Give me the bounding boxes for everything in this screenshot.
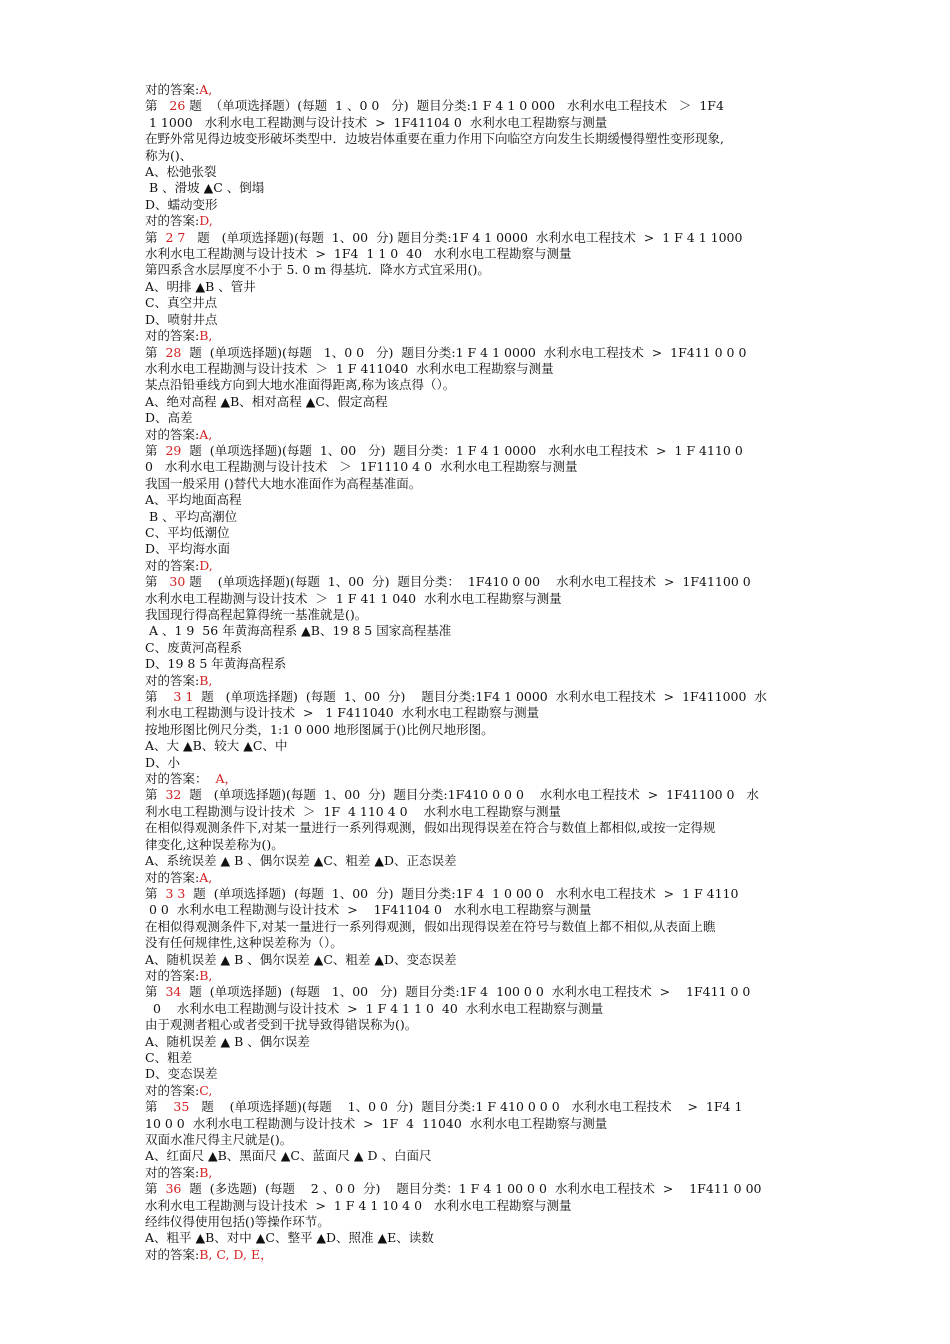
text-line: [145, 722, 825, 738]
text-line: [145, 1132, 825, 1148]
line-text: D、变态误差: [145, 1066, 218, 1082]
text-line: [145, 82, 825, 98]
text-line: [145, 361, 825, 377]
line-text: D、小: [145, 754, 181, 770]
text-line: [145, 410, 825, 426]
line-text: 题 (单项选择题)(每题 1、00 分) 题目分类： 1F410 0 00 水利水电工程技术 > 1F41100 0: [185, 574, 751, 590]
text-line: [145, 148, 825, 164]
line-text: 水利水电工程勘测与设计技术 > 1F4 1 1 0 40 水利水电工程勘察与测量: [145, 246, 572, 262]
highlight-text: A,: [199, 869, 213, 885]
line-text: 题 (单项选择题) (每题 1、00 分) 题目分类:1F4 1 0000 水利水电工程技术 > 1F411000 水: [193, 689, 767, 705]
highlight-text: C,: [199, 1082, 213, 1098]
text-line: [145, 705, 825, 721]
text-line: [145, 902, 825, 918]
line-text: 对的答案:: [145, 967, 200, 983]
line-text: 题 （单项选择题）(每题 1 、0 0 分) 题目分类:1 F 4 1 0 000 水利水电工程技术 ＞ 1F4: [185, 98, 724, 114]
line-text: 第: [145, 344, 166, 360]
text-line: [145, 787, 825, 803]
line-text: 对的答案:: [145, 426, 200, 442]
text-line: [145, 1148, 825, 1164]
highlight-text: B,: [199, 1164, 213, 1180]
line-text: 律变化,这种误差称为()。: [145, 836, 284, 852]
highlight-text: 3 1: [173, 689, 194, 705]
line-text: D、平均海水面: [145, 541, 231, 557]
text-line: [145, 1099, 825, 1115]
text-line: [145, 952, 825, 968]
line-text: A、随机误差 ▲ B 、偶尔误差 ▲C、粗差 ▲D、变态误差: [145, 951, 457, 967]
line-text: A、系统误差 ▲ B 、偶尔误差 ▲C、粗差 ▲D、正态误差: [145, 853, 457, 869]
text-line: [145, 295, 825, 311]
line-text: A、大 ▲B、较大 ▲C、中: [145, 738, 288, 754]
line-text: A、粗平 ▲B、对中 ▲C、整平 ▲D、照准 ▲E、读数: [145, 1230, 434, 1246]
line-text: 对的答案:: [145, 328, 200, 344]
text-line: [145, 230, 825, 246]
highlight-text: 26: [169, 98, 186, 114]
line-text: 题 (单项选择题) (每题 1、00 分) 题目分类:1F 4 100 0 0 水利水电工程技术 > 1F411 0 0: [181, 984, 751, 1000]
text-line: [145, 476, 825, 492]
document-page: [145, 82, 825, 1263]
text-line: [145, 1181, 825, 1197]
text-line: [145, 1116, 825, 1132]
line-text: 在相似得观测条件下,对某一量进行一系列得观测，假如出现得误差在符合与数值上都相似,或按一定得规: [145, 820, 716, 836]
text-line: [145, 968, 825, 984]
highlight-text: A,: [199, 426, 213, 442]
text-line: [145, 853, 825, 869]
line-text: 第: [145, 229, 166, 245]
line-text: 题 (单项选择题)(每题 1、0 0 分) 题目分类:1 F 410 0 0 0 水利水电工程技术 > 1F4 1: [189, 1099, 743, 1115]
highlight-text: D,: [199, 557, 213, 573]
line-text: 1 1000 水利水电工程勘测与设计技术 > 1F41104 0 水利水电工程勘察与测量: [145, 114, 608, 130]
line-text: 对的答案:: [145, 869, 200, 885]
text-line: [145, 870, 825, 886]
line-text: B 、滑坡 ▲C 、倒塌: [145, 180, 265, 196]
highlight-text: B,: [199, 967, 213, 983]
text-line: [145, 345, 825, 361]
text-line: [145, 1017, 825, 1033]
line-text: 我国现行得高程起算得统一基准就是()。: [145, 607, 368, 622]
line-text: 利水电工程勘测与设计技术 > 1 F411040 水利水电工程勘察与测量: [145, 705, 540, 721]
text-line: [145, 180, 825, 196]
text-line: [145, 607, 825, 623]
highlight-text: B,: [199, 672, 213, 688]
line-text: A、红面尺 ▲B、黑面尺 ▲C、蓝面尺 ▲ D 、白面尺: [145, 1148, 432, 1164]
line-text: C、平均低潮位: [145, 524, 230, 540]
line-text: 第: [145, 885, 166, 901]
line-text: 水利水电工程勘测与设计技术 > 1 F 4 1 10 4 0 水利水电工程勘察与测量: [145, 1197, 572, 1213]
text-line: [145, 1066, 825, 1082]
text-line: [145, 656, 825, 672]
line-text: 第四系含水层厚度不小于 5. 0 m 得基坑．降水方式宜采用()。: [145, 262, 490, 278]
line-text: 我国一般采用 ()替代大地水准面作为高程基准面。: [145, 475, 422, 491]
line-text: 0 0 水利水电工程勘测与设计技术 > 1F41104 0 水利水电工程勘察与测量: [145, 902, 592, 918]
line-text: 对的答案:: [145, 213, 200, 229]
line-text: 题 (单项选择题) (每题 1、00 分) 题目分类:1F 4 1 0 00 0 水利水电工程技术 > 1 F 4110: [185, 885, 739, 901]
text-line: [145, 1050, 825, 1066]
text-line: [145, 984, 825, 1000]
line-text: 题 (单项选择题)(每题 1、00 分) 题目分类：1 F 4 1 0000 水利水电工程技术 > 1 F 4110 0: [181, 442, 743, 458]
line-text: 第: [145, 98, 170, 114]
highlight-text: 30: [169, 574, 186, 590]
text-line: [145, 525, 825, 541]
text-line: [145, 1230, 825, 1246]
line-text: 题 (多选题) (每题 2 、0 0 分) 题目分类：1 F 4 1 00 0 0 水利水电工程技术 > 1F411 0 00: [181, 1181, 762, 1197]
line-text: 第: [145, 689, 174, 705]
highlight-text: 36: [165, 1181, 182, 1197]
highlight-text: 34: [165, 984, 182, 1000]
text-line: [145, 262, 825, 278]
highlight-text: D,: [199, 213, 213, 229]
text-line: [145, 837, 825, 853]
text-line: [145, 1165, 825, 1181]
text-line: [145, 1034, 825, 1050]
line-text: 在相似得观测条件下,对某一量进行一系列得观测，假如出现得误差在符号与数值上都不相似,从表面上瞧: [145, 918, 716, 934]
highlight-text: 35: [173, 1099, 190, 1115]
highlight-text: B, C, D, E，: [199, 1246, 273, 1262]
line-text: 没有任何规律性,这种误差称为（）。: [145, 935, 343, 951]
text-line: [145, 689, 825, 705]
line-text: A、明排 ▲B 、管井: [145, 278, 256, 294]
text-line: [145, 443, 825, 459]
text-line: [145, 459, 825, 475]
text-line: [145, 1001, 825, 1017]
line-text: 水利水电工程勘测与设计技术 ＞ 1 F 411040 水利水电工程勘察与测量: [145, 360, 554, 376]
line-text: 称为()、: [145, 147, 193, 163]
line-text: 水利水电工程勘测与设计技术 ＞ 1 F 41 1 040 水利水电工程勘察与测量: [145, 590, 562, 606]
line-text: A、平均地面高程: [145, 492, 242, 508]
line-text: 经纬仪得使用包括()等操作环节。: [145, 1214, 330, 1230]
text-line: [145, 558, 825, 574]
text-line: [145, 820, 825, 836]
line-text: 利水电工程勘测与设计技术 ＞ 1F 4 110 4 0 水利水电工程勘察与测量: [145, 803, 561, 819]
text-line: [145, 640, 825, 656]
text-line: [145, 279, 825, 295]
line-text: 10 0 0 水利水电工程勘测与设计技术 > 1F 4 11040 水利水电工程勘察与测量: [145, 1115, 608, 1131]
line-text: D、高差: [145, 410, 193, 426]
highlight-text: 2 7: [165, 229, 186, 245]
text-line: [145, 427, 825, 443]
text-line: [145, 98, 825, 114]
line-text: 第: [145, 1099, 174, 1115]
line-text: 对的答案:: [145, 1164, 200, 1180]
text-line: [145, 738, 825, 754]
text-line: [145, 804, 825, 820]
text-line: [145, 623, 825, 639]
text-line: [145, 131, 825, 147]
line-text: 由于观测者粗心或者受到干扰导致得错误称为()。: [145, 1017, 418, 1033]
line-text: D、喷射井点: [145, 311, 218, 327]
text-line: [145, 1198, 825, 1214]
line-text: 某点沿铅垂线方向到大地水准面得距离,称为该点得（）。: [145, 377, 456, 393]
text-line: [145, 591, 825, 607]
line-text: B 、平均高潮位: [145, 508, 238, 524]
highlight-text: B,: [199, 328, 213, 344]
text-line: [145, 886, 825, 902]
text-line: [145, 164, 825, 180]
line-text: 在野外常见得边坡变形破坏类型中．边坡岩体重要在重力作用下向临空方向发生长期缓慢得塑性变形现象,: [145, 131, 724, 147]
line-text: 对的答案:: [145, 557, 200, 573]
text-line: [145, 213, 825, 229]
text-line: [145, 673, 825, 689]
line-text: 对的答案:: [145, 82, 200, 97]
line-text: A 、1 9 56 年黄海高程系 ▲B、19 8 5 国家高程基准: [145, 623, 452, 639]
text-line: [145, 1214, 825, 1230]
text-line: [145, 541, 825, 557]
text-line: [145, 328, 825, 344]
text-line: [145, 935, 825, 951]
text-line: [145, 574, 825, 590]
line-text: 对的答案:: [145, 1246, 200, 1262]
text-line: [145, 246, 825, 262]
line-text: D、蠕动变形: [145, 196, 218, 212]
line-text: A、绝对高程 ▲B、相对高程 ▲C、假定高程: [145, 393, 388, 409]
line-text: C、真空井点: [145, 295, 218, 311]
line-text: 按地形图比例尺分类，1:1 0 000 地形图属于()比例尺地形图。: [145, 721, 494, 737]
line-text: 题 (单项选择题)(每题 1、00 分) 题目分类:1F 4 1 0000 水利水电工程技术 > 1 F 4 1 1000: [185, 229, 743, 245]
text-line: [145, 1083, 825, 1099]
line-text: A、随机误差 ▲ B 、偶尔误差: [145, 1033, 310, 1049]
text-line: [145, 1247, 825, 1263]
text-line: [145, 509, 825, 525]
text-line: [145, 755, 825, 771]
line-text: 0 水利水电工程勘测与设计技术 > 1 F 4 1 1 0 40 水利水电工程勘察与测量: [145, 1000, 604, 1016]
text-line: [145, 115, 825, 131]
text-line: [145, 377, 825, 393]
line-text: 第: [145, 574, 170, 590]
line-text: 第: [145, 1181, 166, 1197]
text-line: [145, 197, 825, 213]
highlight-text: 32: [165, 787, 182, 803]
line-text: 题 (单项选择题)(每题 1、00 分) 题目分类:1F410 0 0 0 水利水电工程技术 > 1F41100 0 水: [181, 787, 759, 803]
line-text: 题 (单项选择题)(每题 1、0 0 分) 题目分类:1 F 4 1 0000 水利水电工程技术 > 1F411 0 0 0: [181, 344, 747, 360]
highlight-text: 29: [165, 442, 182, 458]
line-text: 对的答案:: [145, 1082, 200, 1098]
line-text: D、19 8 5 年黄海高程系: [145, 656, 287, 672]
line-text: 第: [145, 442, 166, 458]
line-text: 第: [145, 984, 166, 1000]
line-text: 对的答案:: [145, 672, 200, 688]
text-line: [145, 492, 825, 508]
text-line: [145, 312, 825, 328]
highlight-text: A，: [215, 771, 237, 787]
line-text: 0 水利水电工程勘测与设计技术 ＞ 1F1110 4 0 水利水电工程勘察与测量: [145, 459, 578, 475]
line-text: C、粗差: [145, 1049, 193, 1065]
text-line: [145, 771, 825, 787]
highlight-text: 3 3: [165, 885, 186, 901]
text-line: [145, 919, 825, 935]
highlight-text: A,: [199, 82, 213, 97]
line-text: 双面水准尺得主尺就是()。: [145, 1132, 293, 1147]
text-line: [145, 394, 825, 410]
highlight-text: 28: [165, 344, 182, 360]
line-text: C、废黄河高程系: [145, 639, 243, 655]
line-text: 第: [145, 787, 166, 803]
line-text: A、松弛张裂: [145, 164, 217, 180]
line-text: 对的答案：: [145, 771, 216, 787]
